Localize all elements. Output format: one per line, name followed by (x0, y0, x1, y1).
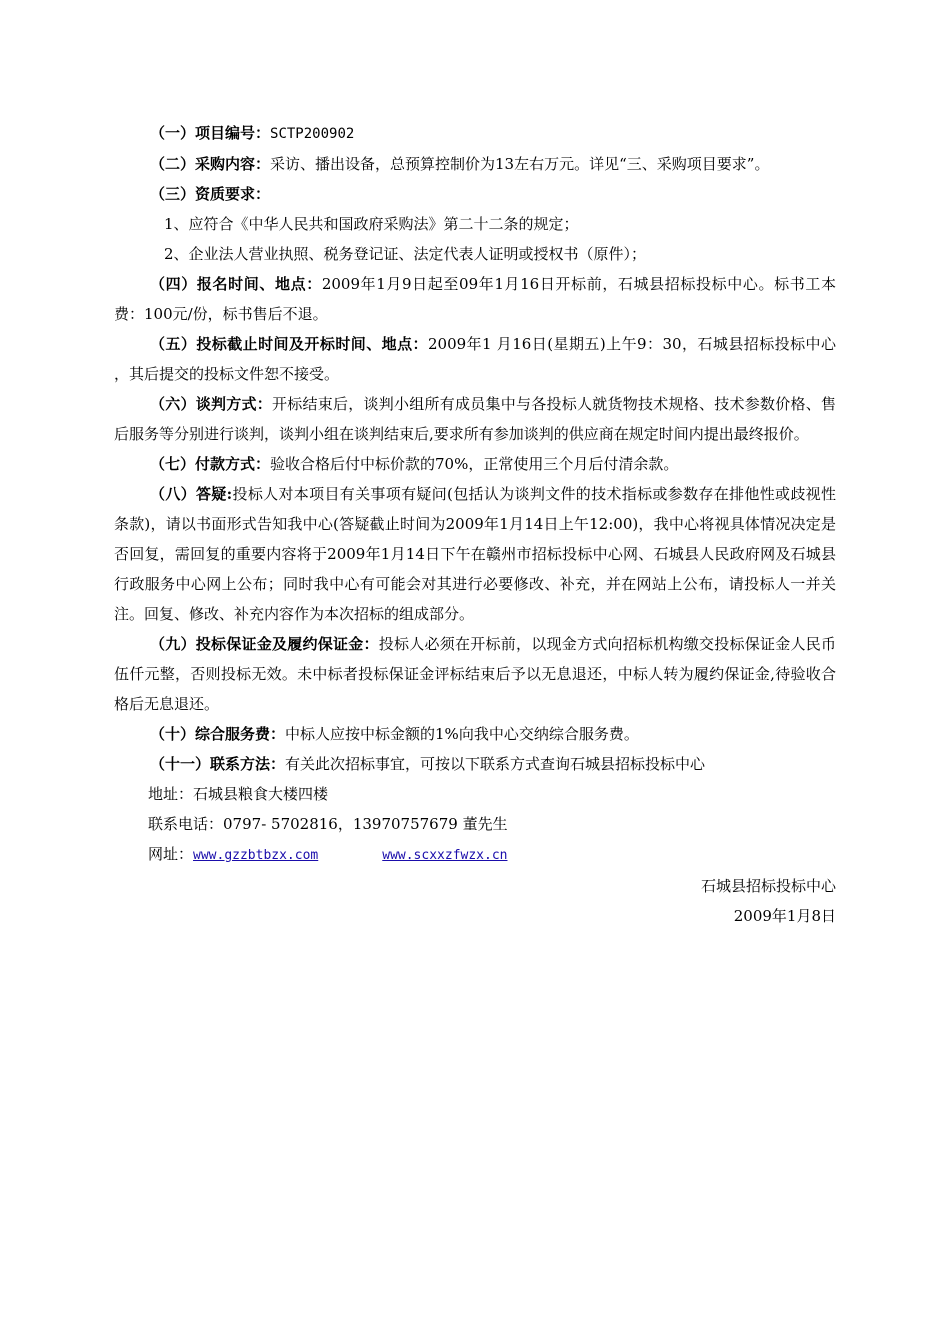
section-negotiation (114, 389, 836, 449)
section-label: （五）投标截止时间及开标时间、地点： (150, 335, 428, 353)
contact-address (114, 779, 836, 809)
section-label: （九）投标保证金及履约保证金： (150, 635, 379, 653)
section-text: 采访、播出设备，总预算控制价为13左右万元。详见“三、采购项目要求”。 (270, 155, 770, 173)
section-label: （二）采购内容： (150, 155, 271, 173)
section-label: （四）报名时间、地点： (150, 275, 322, 293)
footer-date: 2009年1月8日 (733, 907, 836, 925)
section-label: （十）综合服务费： (150, 725, 286, 743)
website-link-2[interactable]: www.scxxzfwzx.cn (382, 848, 508, 863)
address-label: 地址： (148, 785, 194, 803)
section-label: （三）资质要求： (150, 185, 271, 203)
section-label: （一）项目编号： (150, 124, 271, 142)
section-bid-deadline (114, 329, 836, 389)
section-procurement-content (114, 149, 836, 179)
contact-websites (114, 839, 836, 871)
section-label: （七）付款方式： (150, 455, 271, 473)
section-deposit (114, 629, 836, 719)
document-body (114, 118, 836, 931)
section-text: 2009年1 月16日(星期五)上午9：30，石城县招标投标中心 ，其后提交的投标文件恕不接受。 (114, 335, 836, 383)
section-registration (114, 269, 836, 329)
contact-phone (114, 809, 836, 839)
project-number: SCTP200902 (270, 126, 355, 142)
address-value: 石城县粮食大楼四楼 (193, 785, 329, 803)
section-payment (114, 449, 836, 479)
section-contact (114, 749, 836, 779)
section-label: （八）答疑: (150, 485, 233, 503)
section-qa (114, 479, 836, 629)
section-label: （六）谈判方式： (150, 395, 272, 413)
section-text: 投标人对本项目有关事项有疑问(包括认为谈判文件的技术指标或参数存在排他性或歧视性条款)，请以书面形式告知我中心(答疑截止时间为2009年1月14日上午12:00)，我中心将视具体情况决定是否回复，需回复的重要内容将于2009年1月14日下午在赣州市招标投标中心网、石城县人民政府网及石城县行政服务中心网上公布；同时我中心有可能会对其进行必要修改、补充，并在网站上公布，请投标人一并关注。回复、修改、补充内容作为本次招标的组成部分。 (114, 485, 837, 623)
section-text: 中标人应按中标金额的1%向我中心交纳综合服务费。 (285, 725, 639, 743)
section-label: （十一）联系方法： (150, 755, 286, 773)
phone-label: 联系电话： (148, 815, 224, 833)
section-text: 开标结束后，谈判小组所有成员集中与各投标人就货物技术规格、技术参数价格、售后服务等分别进行谈判，谈判小组在谈判结束后,要求所有参加谈判的供应商在规定时间内提出最终报价。 (114, 395, 836, 443)
section-service-fee (114, 719, 836, 749)
section-text: 有关此次招标事宜，可按以下联系方式查询石城县招标投标中心 (285, 755, 706, 773)
section-text: 验收合格后付中标价款的70%，正常使用三个月后付清余款。 (270, 455, 679, 473)
section-project-number (114, 118, 836, 149)
phone-value: 0797- 5702816，13970757679 董先生 (223, 815, 508, 833)
website-link-1[interactable]: www.gzzbtbzx.com (193, 848, 319, 863)
qualification-item-2: 2、企业法人营业执照、税务登记证、法定代表人证明或授权书（原件）； (164, 245, 647, 263)
section-text: 2009年1月9日起至09年1月16日开标前，石城县招标投标中心。标书工本费：100元/份，标书售后不退。 (114, 275, 836, 323)
qualification-item-1: 1、应符合《中华人民共和国政府采购法》第二十二条的规定； (164, 215, 579, 233)
section-text: 投标人必须在开标前，以现金方式向招标机构缴交投标保证金人民币伍仟元整，否则投标无效。未中标者投标保证金评标结束后予以无息退还，中标人转为履约保证金,待验收合格后无息退还。 (114, 635, 836, 713)
footer-organization: 石城县招标投标中心 (700, 877, 836, 895)
section-qualification (114, 179, 836, 209)
web-label: 网址： (148, 845, 194, 863)
